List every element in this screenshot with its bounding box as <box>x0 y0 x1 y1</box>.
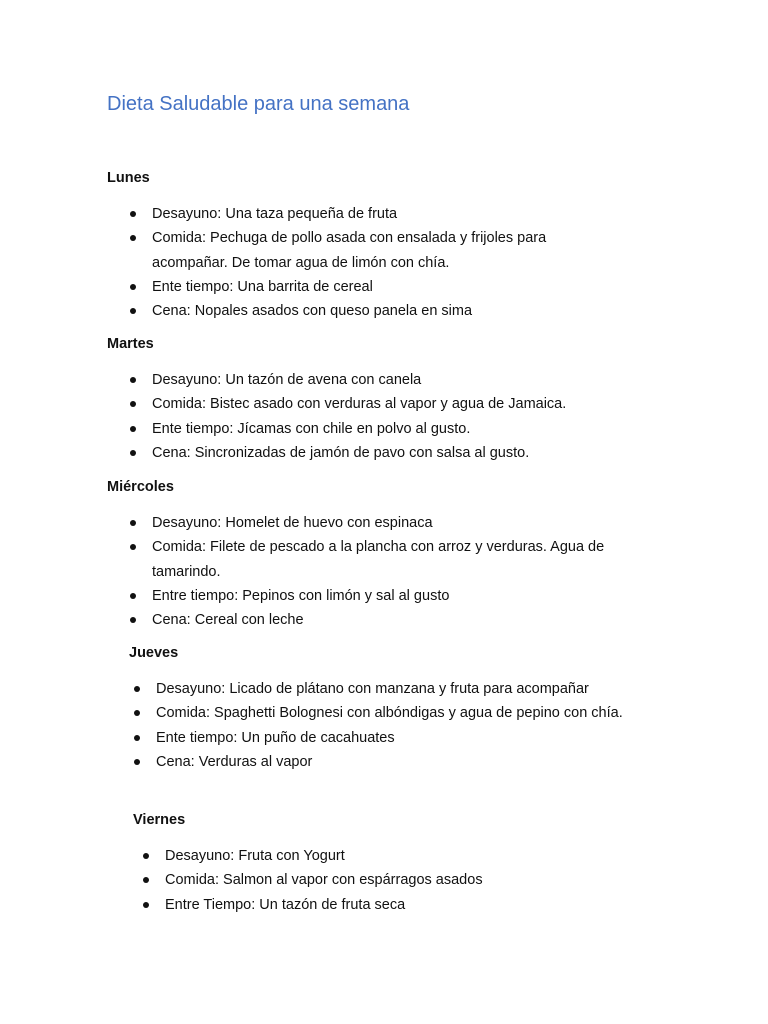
day-heading-martes: Martes <box>107 336 154 352</box>
list-item: Desayuno: Licado de plátano con manzana y fruta para acompañar <box>134 677 654 701</box>
list-item: Entre tiempo: Pepinos con limón y sal al gusto <box>130 584 660 608</box>
list-item: Cena: Verduras al vapor <box>134 750 654 774</box>
list-item: Comida: Pechuga de pollo asada con ensalada y frijoles para acompañar. De tomar agua de limón con chía. <box>130 226 600 275</box>
list-item: Cena: Sincronizadas de jamón de pavo con salsa al gusto. <box>130 441 690 465</box>
list-item: Cena: Nopales asados con queso panela en sima <box>130 299 600 323</box>
bullet-icon <box>130 377 136 383</box>
list-item: Ente tiempo: Una barrita de cereal <box>130 275 600 299</box>
bullet-icon <box>130 617 136 623</box>
meal-list-jueves <box>134 677 654 774</box>
bullet-icon <box>130 544 136 550</box>
list-item: Ente tiempo: Jícamas con chile en polvo al gusto. <box>130 417 690 441</box>
list-item: Desayuno: Un tazón de avena con canela <box>130 368 690 392</box>
bullet-icon <box>130 211 136 217</box>
bullet-icon <box>143 877 149 883</box>
list-item: Ente tiempo: Un puño de cacahuates <box>134 726 654 750</box>
day-heading-lunes: Lunes <box>107 170 150 186</box>
list-item: Comida: Filete de pescado a la plancha con arroz y verduras. Agua de tamarindo. <box>130 535 660 584</box>
bullet-icon <box>130 284 136 290</box>
meal-list-martes <box>130 368 690 465</box>
list-item: Desayuno: Homelet de huevo con espinaca <box>130 511 660 535</box>
bullet-icon <box>134 735 140 741</box>
list-item: Cena: Cereal con leche <box>130 608 660 632</box>
list-item: Comida: Bistec asado con verduras al vapor y agua de Jamaica. <box>130 392 690 416</box>
meal-list-lunes <box>130 202 600 323</box>
bullet-icon <box>143 902 149 908</box>
day-heading-miercoles: Miércoles <box>107 479 174 495</box>
bullet-icon <box>130 520 136 526</box>
meal-list-viernes <box>143 844 663 917</box>
bullet-icon <box>134 759 140 765</box>
bullet-icon <box>130 308 136 314</box>
bullet-icon <box>130 450 136 456</box>
list-item: Desayuno: Fruta con Yogurt <box>143 844 663 868</box>
bullet-icon <box>134 686 140 692</box>
bullet-icon <box>130 401 136 407</box>
day-heading-viernes: Viernes <box>133 812 186 828</box>
document-title: Dieta Saludable para una semana <box>107 93 410 115</box>
list-item: Comida: Salmon al vapor con espárragos asados <box>143 868 663 892</box>
meal-list-miercoles <box>130 511 660 632</box>
bullet-icon <box>143 853 149 859</box>
bullet-icon <box>130 426 136 432</box>
bullet-icon <box>130 235 136 241</box>
day-heading-jueves: Jueves <box>129 645 179 661</box>
list-item: Entre Tiempo: Un tazón de fruta seca <box>143 893 663 917</box>
bullet-icon <box>134 710 140 716</box>
bullet-icon <box>130 593 136 599</box>
list-item: Comida: Spaghetti Bolognesi con albóndigas y agua de pepino con chía. <box>134 701 654 725</box>
list-item: Desayuno: Una taza pequeña de fruta <box>130 202 600 226</box>
